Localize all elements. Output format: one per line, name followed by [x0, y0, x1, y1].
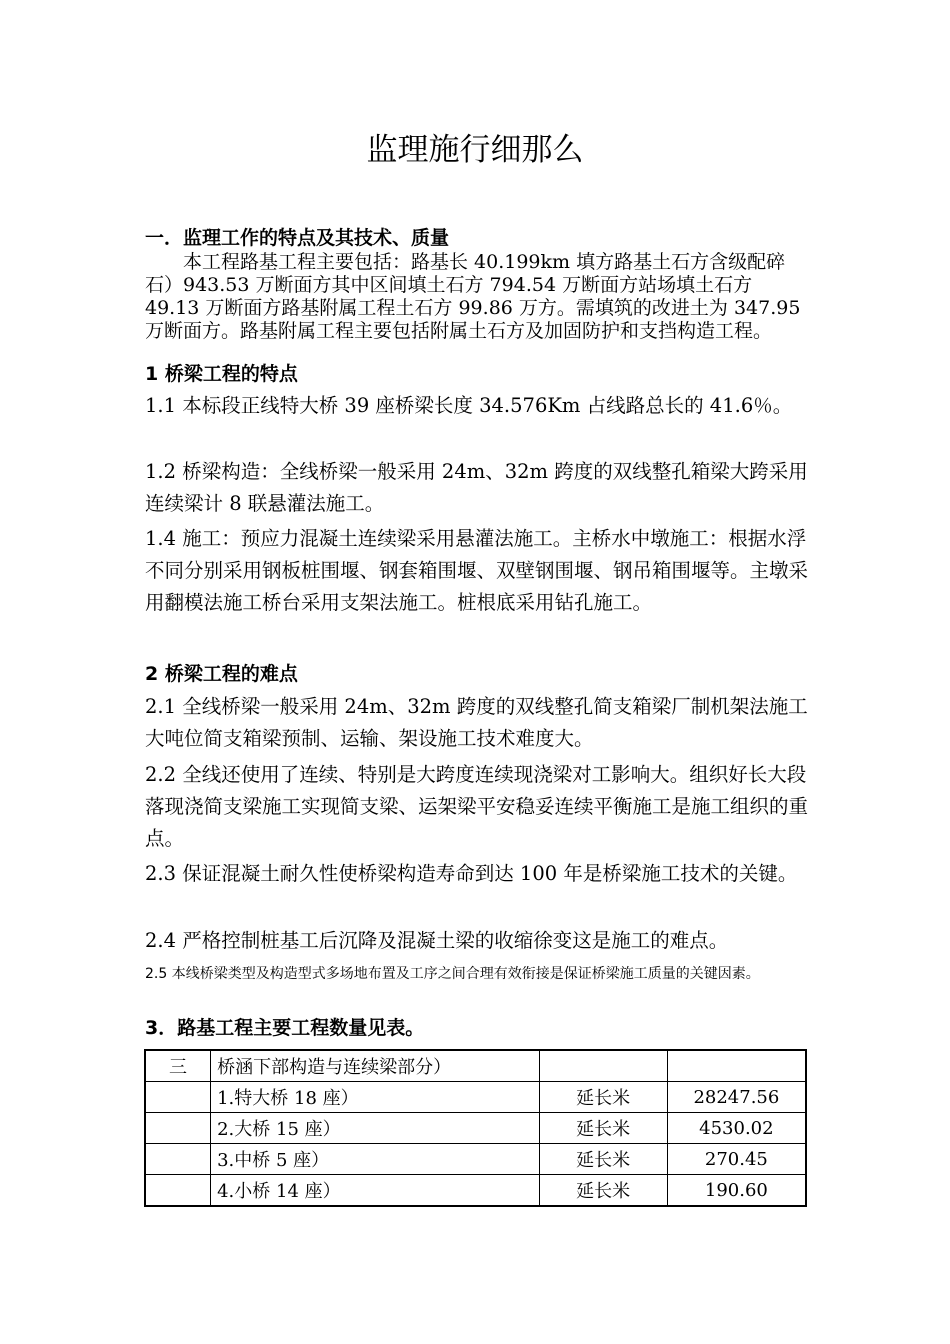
paragraph-2-4: 2.4 严格控制桩基工后沉降及混凝土梁的收缩徐变这是施工的难点。 — [145, 929, 729, 952]
section-body-roadbed — [145, 251, 810, 343]
table-cell-quantity: 28247.56 — [667, 1082, 806, 1113]
table-cell-quantity: 190.60 — [667, 1175, 806, 1207]
paragraph-2-3: 2.3 保证混凝土耐久性使桥梁构造寿命到达 100 年是桥梁施工技术的关键。 — [145, 862, 798, 885]
paragraph-2-2: 2.2 全线还使用了连续、特别是大跨度连续现浇梁对工影响大。组织好长大段落现浇简支梁施工实现简支梁、运架梁平安稳妥连续平衡施工是施工组织的重点。 — [145, 763, 809, 850]
paragraph-2-1: 2.1 全线桥梁一般采用 24m、32m 跨度的双线整孔简支箱梁厂制机架法施工大吨位简支箱梁预制、运输、架设施工技术难度大。 — [145, 695, 808, 750]
table-cell-index — [145, 1144, 211, 1175]
table-cell-unit: 延长米 — [539, 1113, 667, 1144]
table-cell-item: 3.中桥 5 座） — [211, 1144, 539, 1175]
table-cell-index — [145, 1113, 211, 1144]
paragraph-2-5: 2.5 本线桥梁类型及构造型式多场地布置及工序之间合理有效衔接是保证桥梁施工质量的关键因素。 — [145, 966, 760, 982]
paragraph-1-1: 1.1 本标段正线特大桥 39 座桥梁长度 34.576Km 占线路总长的 41.6％。 — [145, 394, 793, 417]
paragraph-1-4: 1.4 施工：预应力混凝土连续梁采用悬灌法施工。主桥水中墩施工：根据水浮不同分别采用钢板桩围堰、钢套箱围堰、双壁钢围堰、钢吊箱围堰等。主墩采用翻模法施工桥台采用支架法施工。桩根底采用钻孔施工。 — [145, 527, 809, 614]
paragraph-1-2: 1.2 桥梁构造：全线桥梁一般采用 24m、32m 跨度的双线整孔箱梁大跨采用连续梁计 8 联悬灌法施工。 — [145, 460, 808, 515]
table-row — [145, 1082, 806, 1113]
table-cell-unit: 延长米 — [539, 1144, 667, 1175]
section-heading-bridge-features: 1 桥梁工程的特点 — [145, 363, 298, 385]
table-cell-unit — [539, 1050, 667, 1082]
table-row — [145, 1144, 806, 1175]
table-cell-item: 桥涵下部构造与连续梁部分） — [211, 1050, 539, 1082]
table-cell-unit: 延长米 — [539, 1082, 667, 1113]
section-heading-supervision: 一．监理工作的特点及其技术、质量 — [145, 227, 450, 249]
quantity-table — [144, 1049, 807, 1207]
table-cell-item: 4.小桥 14 座） — [211, 1175, 539, 1207]
table-cell-unit: 延长米 — [539, 1175, 667, 1207]
table-cell-quantity: 270.45 — [667, 1144, 806, 1175]
table-cell-quantity — [667, 1050, 806, 1082]
table-cell-item: 1.特大桥 18 座） — [211, 1082, 539, 1113]
table-row — [145, 1175, 806, 1207]
table-cell-index — [145, 1175, 211, 1207]
table-cell-item: 2.大桥 15 座） — [211, 1113, 539, 1144]
table-row — [145, 1113, 806, 1144]
table-cell-quantity: 4530.02 — [667, 1113, 806, 1144]
page-title: 监理施行细那么 — [366, 132, 584, 168]
section-heading-quantities: 3．路基工程主要工程数量见表。 — [145, 1017, 425, 1039]
section-heading-bridge-difficulties: 2 桥梁工程的难点 — [145, 663, 298, 685]
table-cell-index — [145, 1082, 211, 1113]
roadbed-paragraph: 本工程路基工程主要包括：路基长 40.199km 填方路基土石方含级配碎石）943.53 万断面方其中区间填土石方 794.54 万断面方站场填土石方 49.13 万断面方路基附属工程土石方 99.86 万方。需填筑的改进土为 347.95 万断面方。路基附属工程主要包括附属土石方及加固防护和支挡构造工程。 — [145, 251, 801, 342]
table-row — [145, 1050, 806, 1082]
table-cell-index: 三 — [145, 1050, 211, 1082]
